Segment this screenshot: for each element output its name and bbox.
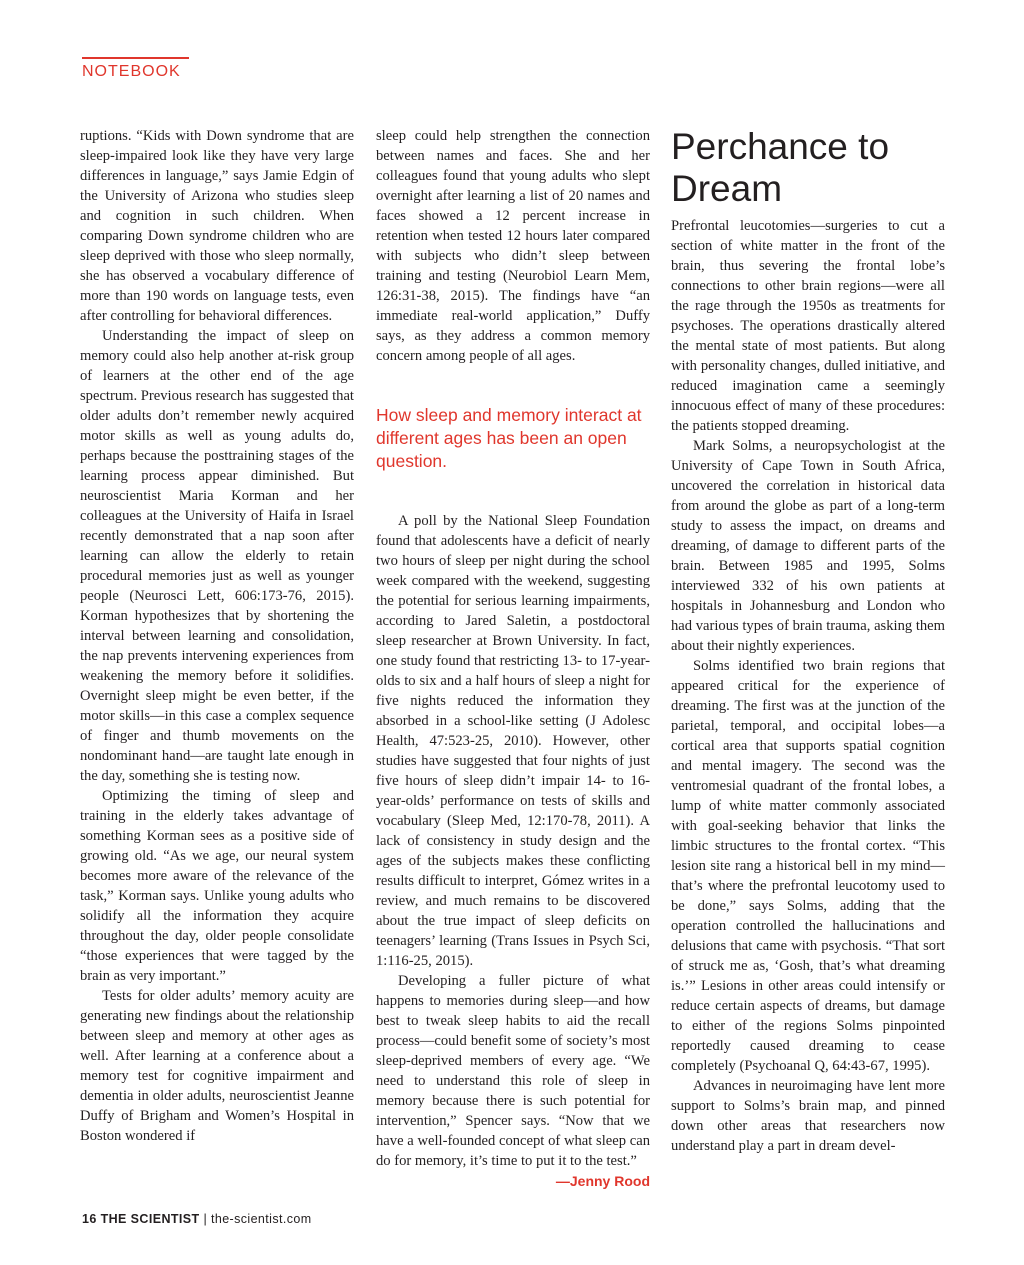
col1-paragraph-2: Understanding the impact of sleep on memory could also help another at-risk group of learners at the other end of the age spectrum. Previous research has suggested that older adults don’t remember newly acquired motor skills as well as young adults do, perhaps because the posttraining stages of the learning process appear diminished. But neuroscientist Maria Korman and her colleagues at the University of Haifa in Israel recently demonstrated that a nap soon after learning can allow the elderly to retain procedural memories just as well as younger people (Neurosci Lett, 606:173-76, 2015). Korman hypothesizes that by shortening the interval between learning and consolidation, the nap prevents intervening experiences from weakening the memory before it solidifies. Overnight sleep might be even better, if the motor skills—in this case a complex sequence of finger and thumb movements on the nondominant hand—are taught late enough in the day, something she is testing now. (80, 328, 354, 784)
page-footer (82, 1212, 312, 1226)
col3-paragraph-3: Solms identified two brain regions that appeared critical for the experience of dreaming. The first was at the junction of the parietal, temporal, and occipital lobes—a cortical area that supports spatial cognition and mental imagery. The second was the ventromesial quadrant of the frontal lobes, a lump of white matter commonly associated with goal-seeking behavior that links the limbic structures to the frontal cortex. “This lesion site rang a historical bell in my mind—that’s where the prefrontal leucotomy used to be done,” says Solms, adding that the operation controlled the hallucinations and delusions that came with psychosis. “That sort of struck me as, ‘Gosh, that’s what dreaming is.’” Lesions in other areas could intensify or reduce certain aspects of dreams, but damage to either of the regions Solms pinpointed reportedly caused dreaming to cease completely (Psychoanal Q, 64:43-67, 1995). (671, 658, 945, 1074)
col3-paragraph-4: Advances in neuroimaging have lent more support to Solms’s brain map, and pinned down other areas that researchers now understand play a part in dream devel- (671, 1078, 945, 1154)
col1-paragraph-3: Optimizing the timing of sleep and training in the elderly takes advantage of something Korman sees as a positive side of growing old. “As we age, our neural system becomes more aware of the relevance of the task,” Korman says. Unlike young adults who solidify all the information they acquire throughout the day, older people consolidate “those experiences that were tagged by the brain as very important.” (80, 788, 354, 984)
magazine-name: THE SCIENTIST (100, 1212, 200, 1226)
col3-paragraph-2: Mark Solms, a neuropsychologist at the University of Cape Town in South Africa, uncovered the correlation in historical data from around the globe as part of a long-term study to assess the impact, on dreams and dreaming, of damage to different parts of the brain. Between 1985 and 1995, Solms interviewed 332 of his own patients at hospitals in Johannesburg and London who had various types of brain trauma, asking them about their nightly experiences. (671, 438, 945, 654)
column-1 (80, 126, 354, 1146)
col2-paragraph-3: Developing a fuller picture of what happens to memories during sleep—and how best to tweak sleep habits to aid the recall process—could benefit some of society’s most sleep-deprived members of every age. “We need to understand this role of sleep in memory because there is such potential for intervention,” Spencer says. “Now that we have a well-founded concept of what sleep can do for memory, it’s time to put it to the test.” (376, 973, 650, 1169)
section-label: NOTEBOOK (82, 63, 181, 80)
article-headline: Perchance to Dream (671, 126, 890, 209)
col2-paragraph-1: sleep could help strengthen the connection between names and faces. She and her colleagues found that young adults who slept overnight after learning a list of 20 names and faces showed a 12 percent increase in retention when tested 12 hours later compared with subjects who didn’t sleep between training and testing (Neurobiol Learn Mem, 126:31-38, 2015). The findings have “an immediate real-world application,” Duffy says, as they address a common memory concern among people of all ages. (376, 128, 650, 364)
byline: —Jenny Rood (555, 1173, 650, 1189)
section-rule (82, 57, 189, 59)
col1-paragraph-1: ruptions. “Kids with Down syndrome that are sleep-impaired look like they have very large differences in language,” says Jamie Edgin of the University of Arizona who studies sleep and cognition in such children. When comparing Down syndrome children who are sleep deprived with those who sleep normally, she has observed a vocabulary difference of more than 190 words on language tests, even after controlling for behavioral differences. (80, 128, 354, 324)
footer-separator: | (203, 1212, 208, 1226)
magazine-url[interactable]: the-scientist.com (210, 1212, 312, 1226)
col1-paragraph-4: Tests for older adults’ memory acuity are generating new findings about the relationship between sleep and memory at other ages as well. After learning at a conference about a memory test for cognitive impairment and dementia in older adults, neuroscientist Jeanne Duffy of Brigham and Women’s Hospital in Boston wondered if (80, 988, 354, 1144)
column-3 (671, 126, 945, 1156)
col2-paragraph-2: A poll by the National Sleep Foundation found that adolescents have a deficit of nearly two hours of sleep per night during the school week compared with the weekend, suggesting the potential for serious learning impairments, according to Jared Saletin, a postdoctoral sleep researcher at Brown University. In fact, one study found that restricting 13- to 17-year-olds to six and a half hours of sleep a night for five nights reduced the information they absorbed in a school-like setting (J Adolesc Health, 47:523-25, 2010). However, other studies have suggested that four nights of just five hours of sleep didn’t impair 14- to 16-year-olds’ performance on tests of skills and vocabulary (Sleep Med, 12:170-78, 2011). A lack of consistency in study design and the ages of the subjects makes these conflicting results difficult to interpret, Gómez writes in a review, and much remains to be discovered about the true impact of sleep deficits on teenagers’ learning (Trans Issues in Psych Sci, 1:116-25, 2015). (376, 513, 650, 969)
col3-paragraph-1: Prefrontal leucotomies—surgeries to cut a section of white matter in the front of the brain, thus severing the frontal lobe’s connections to other brain regions—were all the rage through the 1950s as treatments for psychoses. The operations drastically altered the mental state of most patients. But along with personality changes, dulled initiative, and reduced imagination came a seemingly innocuous effect of many of these procedures: the patients stopped dreaming. (671, 218, 945, 434)
pull-quote: How sleep and memory interact at different ages has been an open question. (376, 405, 642, 471)
column-2 (376, 126, 650, 1191)
page-number: 16 (82, 1212, 97, 1226)
